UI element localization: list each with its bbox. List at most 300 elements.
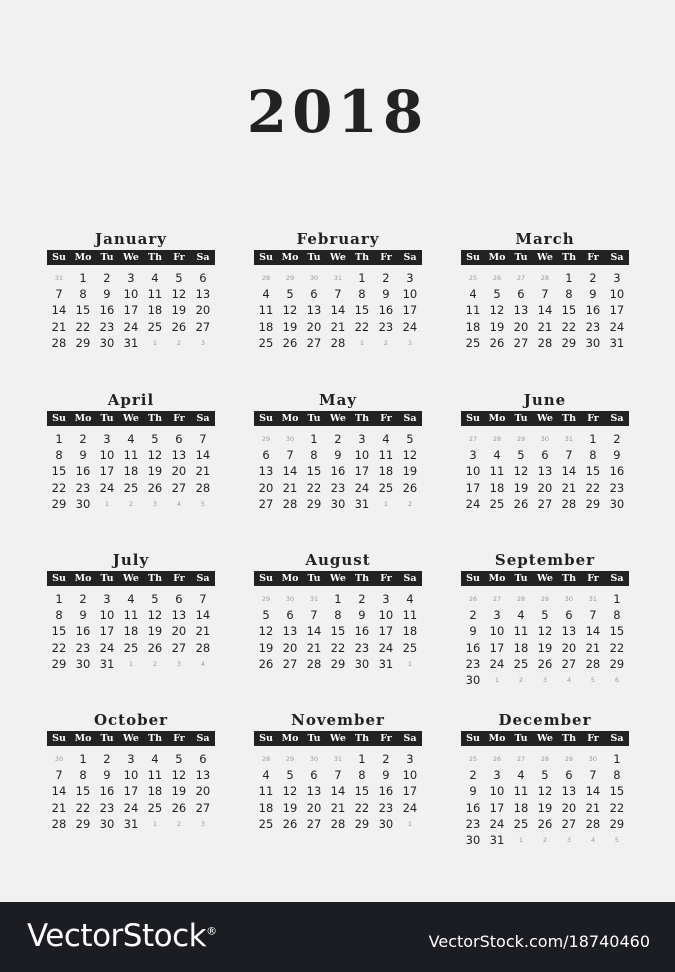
- day-cell: 19: [282, 800, 298, 815]
- day-cell: 20: [171, 464, 187, 479]
- day-cell: 24: [402, 319, 418, 334]
- day-cell: 6: [310, 287, 318, 302]
- month-name: February: [296, 230, 380, 248]
- adjacent-month-day: 31: [333, 274, 343, 282]
- day-cell: 4: [262, 768, 270, 783]
- day-cell: 1: [55, 432, 63, 446]
- day-cell: 14: [282, 464, 298, 479]
- day-cell: 11: [258, 784, 274, 799]
- day-cell: 28: [537, 335, 553, 350]
- day-cell: 9: [358, 608, 366, 623]
- day-cell: 16: [609, 464, 625, 479]
- day-cell: 8: [565, 287, 573, 302]
- day-cell: 2: [613, 432, 621, 446]
- weekday-label: Fr: [173, 252, 185, 263]
- day-cell: 9: [469, 624, 477, 639]
- adjacent-month-day: 5: [200, 499, 205, 508]
- day-cell: 6: [565, 608, 573, 623]
- day-cell: 15: [354, 303, 370, 318]
- adjacent-month-day: 1: [383, 499, 388, 508]
- day-cell: 25: [258, 335, 274, 350]
- day-cell: 1: [79, 752, 87, 766]
- weekday-label: Tu: [100, 413, 114, 424]
- adjacent-month-day: 3: [200, 338, 205, 347]
- day-cell: 12: [171, 287, 187, 302]
- day-cell: 17: [99, 624, 115, 639]
- weekday-label: Su: [52, 413, 66, 424]
- day-cell: 16: [354, 624, 370, 639]
- day-cell: 5: [151, 592, 159, 606]
- day-cell: 1: [565, 271, 573, 285]
- day-cell: 8: [55, 448, 63, 463]
- weekday-label: Fr: [587, 573, 599, 584]
- day-cell: 28: [195, 640, 211, 655]
- day-cell: 21: [51, 319, 67, 334]
- day-cell: 12: [537, 624, 553, 639]
- day-cell: 3: [406, 752, 414, 766]
- weekday-label: Tu: [100, 733, 114, 744]
- day-cell: 17: [609, 303, 625, 318]
- day-cell: 2: [469, 608, 477, 623]
- day-cell: 22: [354, 319, 370, 334]
- month-january: [47, 228, 215, 351]
- day-cell: 7: [55, 287, 63, 302]
- day-cell: 5: [262, 608, 270, 623]
- day-cell: 16: [378, 784, 394, 799]
- day-cell: 27: [195, 800, 211, 815]
- adjacent-month-day: 4: [566, 675, 571, 684]
- weekday-label: Tu: [514, 733, 528, 744]
- adjacent-month-day: 29: [261, 595, 271, 603]
- day-cell: 26: [258, 656, 274, 671]
- adjacent-month-day: 29: [261, 435, 271, 443]
- day-cell: 8: [310, 448, 318, 463]
- day-cell: 11: [513, 784, 529, 799]
- adjacent-month-day: 31: [309, 595, 319, 603]
- day-cell: 8: [613, 768, 621, 783]
- day-cell: 31: [489, 832, 505, 847]
- weekday-label: Tu: [307, 573, 321, 584]
- day-cell: 14: [585, 624, 601, 639]
- day-cell: 21: [195, 464, 211, 479]
- day-cell: 25: [513, 656, 529, 671]
- day-cell: 7: [286, 448, 294, 463]
- weekday-label: Th: [562, 573, 576, 584]
- day-cell: 27: [258, 496, 274, 511]
- day-cell: 29: [609, 816, 625, 831]
- day-cell: 4: [517, 768, 525, 783]
- day-cell: 8: [358, 768, 366, 783]
- weekday-label: Mo: [281, 252, 299, 263]
- weekday-label: Th: [562, 413, 576, 424]
- adjacent-month-day: 2: [152, 659, 157, 668]
- day-cell: 20: [195, 784, 211, 799]
- weekday-label: Tu: [100, 573, 114, 584]
- day-cell: 7: [334, 287, 342, 302]
- day-cell: 13: [195, 768, 211, 783]
- day-cell: 18: [378, 464, 394, 479]
- day-cell: 17: [465, 480, 481, 495]
- weekday-label: Th: [355, 733, 369, 744]
- weekday-header: [254, 250, 422, 265]
- month-april: [47, 389, 215, 512]
- weekday-label: We: [330, 413, 346, 424]
- day-cell: 8: [79, 287, 87, 302]
- day-cell: 2: [589, 271, 597, 285]
- day-cell: 3: [613, 271, 621, 285]
- day-cell: 10: [123, 287, 139, 302]
- day-cell: 10: [489, 784, 505, 799]
- weekday-label: Tu: [307, 413, 321, 424]
- day-cell: 4: [469, 287, 477, 302]
- weekday-label: Su: [259, 252, 273, 263]
- weekday-label: Mo: [281, 413, 299, 424]
- month-march: [461, 228, 629, 351]
- weekday-label: Mo: [74, 733, 92, 744]
- day-cell: 21: [195, 624, 211, 639]
- day-cell: 4: [151, 752, 159, 766]
- weekday-label: Su: [466, 573, 480, 584]
- weekday-label: Mo: [281, 573, 299, 584]
- day-cell: 21: [561, 480, 577, 495]
- day-cell: 10: [609, 287, 625, 302]
- day-cell: 5: [286, 287, 294, 302]
- day-cell: 26: [147, 480, 163, 495]
- day-cell: 26: [171, 800, 187, 815]
- weekday-label: Th: [148, 252, 162, 263]
- day-cell: 26: [282, 816, 298, 831]
- day-cell: 29: [585, 496, 601, 511]
- adjacent-month-day: 1: [152, 338, 157, 347]
- day-cell: 22: [306, 480, 322, 495]
- month-name: September: [494, 551, 596, 569]
- day-cell: 5: [175, 752, 183, 766]
- day-cell: 12: [147, 448, 163, 463]
- day-cell: 29: [306, 496, 322, 511]
- day-cell: 14: [195, 608, 211, 623]
- weekday-label: Mo: [281, 733, 299, 744]
- day-cell: 2: [382, 752, 390, 766]
- day-cell: 10: [123, 768, 139, 783]
- day-grid: [254, 591, 422, 672]
- day-cell: 26: [513, 496, 529, 511]
- day-cell: 1: [613, 592, 621, 606]
- adjacent-month-day: 1: [152, 819, 157, 828]
- day-cell: 5: [493, 287, 501, 302]
- day-cell: 1: [613, 752, 621, 766]
- day-cell: 27: [537, 496, 553, 511]
- adjacent-month-day: 30: [564, 595, 574, 603]
- day-cell: 21: [537, 319, 553, 334]
- weekday-label: Su: [259, 733, 273, 744]
- weekday-label: Sa: [196, 573, 210, 584]
- day-cell: 7: [589, 608, 597, 623]
- day-cell: 29: [609, 656, 625, 671]
- day-cell: 4: [127, 592, 135, 606]
- adjacent-month-day: 4: [200, 659, 205, 668]
- adjacent-month-day: 26: [468, 595, 478, 603]
- adjacent-month-day: 1: [104, 499, 110, 508]
- day-cell: 16: [75, 464, 91, 479]
- day-cell: 7: [334, 768, 342, 783]
- day-cell: 12: [258, 624, 274, 639]
- month-name: November: [291, 711, 385, 729]
- day-cell: 19: [537, 640, 553, 655]
- month-june: [461, 389, 629, 512]
- day-cell: 7: [199, 592, 207, 606]
- day-cell: 5: [406, 432, 414, 446]
- day-cell: 12: [171, 768, 187, 783]
- adjacent-month-day: 3: [407, 338, 412, 347]
- month-may: [254, 389, 422, 512]
- weekday-label: Th: [148, 413, 162, 424]
- day-cell: 17: [489, 800, 505, 815]
- day-cell: 30: [378, 816, 394, 831]
- day-cell: 15: [585, 464, 601, 479]
- day-cell: 16: [465, 800, 481, 815]
- day-cell: 25: [147, 319, 163, 334]
- weekday-label: Su: [466, 413, 480, 424]
- day-cell: 20: [306, 319, 322, 334]
- day-cell: 14: [330, 303, 346, 318]
- day-cell: 18: [258, 800, 274, 815]
- weekday-label: Sa: [403, 573, 417, 584]
- day-cell: 11: [147, 768, 163, 783]
- weekday-label: Sa: [196, 252, 210, 263]
- adjacent-month-day: 4: [176, 499, 181, 508]
- adjacent-month-day: 31: [564, 435, 574, 443]
- day-cell: 7: [199, 432, 207, 446]
- day-cell: 23: [99, 319, 115, 334]
- day-cell: 30: [75, 656, 91, 671]
- day-cell: 2: [334, 432, 342, 446]
- day-cell: 9: [79, 608, 87, 623]
- day-cell: 16: [465, 640, 481, 655]
- adjacent-month-day: 1: [494, 675, 500, 684]
- month-name: July: [112, 551, 150, 569]
- weekday-label: We: [330, 252, 346, 263]
- day-cell: 14: [585, 784, 601, 799]
- weekday-label: We: [537, 733, 553, 744]
- day-cell: 14: [330, 784, 346, 799]
- day-cell: 22: [585, 480, 601, 495]
- day-cell: 3: [382, 592, 390, 606]
- day-cell: 28: [561, 496, 577, 511]
- month-name: June: [523, 391, 567, 409]
- day-cell: 25: [465, 335, 481, 350]
- day-cell: 9: [382, 768, 390, 783]
- day-cell: 27: [171, 480, 187, 495]
- weekday-label: Tu: [514, 573, 528, 584]
- adjacent-month-day: 27: [468, 435, 478, 443]
- day-cell: 28: [330, 816, 346, 831]
- day-cell: 15: [609, 624, 625, 639]
- day-cell: 18: [147, 303, 163, 318]
- day-cell: 30: [99, 816, 115, 831]
- weekday-label: Th: [355, 573, 369, 584]
- month-july: [47, 549, 215, 672]
- day-cell: 11: [123, 448, 139, 463]
- day-cell: 11: [258, 303, 274, 318]
- day-cell: 5: [541, 768, 549, 783]
- day-cell: 25: [378, 480, 394, 495]
- day-cell: 29: [330, 656, 346, 671]
- day-cell: 23: [609, 480, 625, 495]
- day-cell: 23: [378, 319, 394, 334]
- day-cell: 30: [99, 335, 115, 350]
- day-cell: 4: [382, 432, 390, 446]
- day-cell: 18: [123, 464, 139, 479]
- day-cell: 17: [378, 624, 394, 639]
- month-name: January: [95, 230, 167, 248]
- weekday-label: We: [537, 573, 553, 584]
- day-cell: 6: [541, 448, 549, 463]
- day-cell: 16: [585, 303, 601, 318]
- day-cell: 24: [123, 319, 139, 334]
- adjacent-month-day: 27: [516, 755, 526, 763]
- adjacent-month-day: 3: [176, 659, 181, 668]
- day-cell: 24: [489, 656, 505, 671]
- adjacent-month-day: 28: [261, 755, 271, 763]
- day-cell: 23: [585, 319, 601, 334]
- weekday-label: Sa: [403, 733, 417, 744]
- day-cell: 27: [513, 335, 529, 350]
- adjacent-month-day: 2: [176, 819, 181, 828]
- day-cell: 10: [378, 608, 394, 623]
- adjacent-month-day: 31: [333, 755, 343, 763]
- weekday-label: Tu: [514, 413, 528, 424]
- adjacent-month-day: 1: [407, 819, 412, 828]
- weekday-label: We: [537, 252, 553, 263]
- adjacent-month-day: 2: [176, 338, 181, 347]
- weekday-header: [461, 731, 629, 746]
- adjacent-month-day: 1: [407, 659, 412, 668]
- day-cell: 15: [609, 784, 625, 799]
- day-cell: 17: [402, 303, 418, 318]
- day-cell: 26: [282, 335, 298, 350]
- day-cell: 24: [402, 800, 418, 815]
- day-cell: 4: [406, 592, 414, 606]
- day-cell: 3: [358, 432, 366, 446]
- weekday-label: Mo: [488, 252, 506, 263]
- day-cell: 19: [258, 640, 274, 655]
- year-title: 2018: [246, 78, 429, 146]
- weekday-label: Su: [466, 252, 480, 263]
- day-cell: 11: [402, 608, 418, 623]
- day-cell: 31: [354, 496, 370, 511]
- vectorstock-logo: [27, 918, 217, 954]
- weekday-label: We: [123, 413, 139, 424]
- weekday-header: [47, 731, 215, 746]
- day-cell: 26: [147, 640, 163, 655]
- adjacent-month-day: 30: [309, 274, 319, 282]
- watermark-footer: [0, 902, 675, 972]
- day-grid: [47, 751, 215, 832]
- weekday-label: Fr: [587, 413, 599, 424]
- day-cell: 19: [171, 784, 187, 799]
- adjacent-month-day: 1: [359, 338, 364, 347]
- day-cell: 6: [175, 592, 183, 606]
- day-cell: 25: [123, 640, 139, 655]
- day-cell: 31: [609, 335, 625, 350]
- day-cell: 15: [354, 784, 370, 799]
- day-cell: 15: [51, 624, 67, 639]
- day-cell: 23: [330, 480, 346, 495]
- weekday-label: We: [123, 252, 139, 263]
- day-cell: 20: [282, 640, 298, 655]
- day-cell: 20: [561, 800, 577, 815]
- day-cell: 30: [465, 672, 481, 687]
- adjacent-month-day: 5: [614, 835, 619, 844]
- day-cell: 16: [378, 303, 394, 318]
- weekday-label: Fr: [380, 252, 392, 263]
- day-cell: 16: [75, 624, 91, 639]
- weekday-label: Sa: [196, 733, 210, 744]
- day-cell: 14: [306, 624, 322, 639]
- day-grid: [254, 431, 422, 512]
- day-cell: 19: [282, 319, 298, 334]
- day-cell: 20: [561, 640, 577, 655]
- adjacent-month-day: 28: [540, 755, 550, 763]
- day-cell: 29: [51, 496, 67, 511]
- day-cell: 8: [358, 287, 366, 302]
- day-cell: 18: [402, 624, 418, 639]
- adjacent-month-day: 28: [492, 435, 502, 443]
- weekday-header: [47, 411, 215, 426]
- day-cell: 9: [469, 784, 477, 799]
- day-cell: 16: [99, 303, 115, 318]
- day-cell: 12: [513, 464, 529, 479]
- day-cell: 15: [306, 464, 322, 479]
- day-cell: 22: [609, 800, 625, 815]
- day-cell: 13: [282, 624, 298, 639]
- day-cell: 9: [334, 448, 342, 463]
- adjacent-month-day: 29: [564, 755, 574, 763]
- day-cell: 4: [493, 448, 501, 463]
- day-cell: 12: [282, 303, 298, 318]
- weekday-label: Mo: [74, 573, 92, 584]
- day-cell: 20: [513, 319, 529, 334]
- day-cell: 24: [99, 480, 115, 495]
- day-cell: 5: [151, 432, 159, 446]
- weekday-label: Sa: [610, 413, 624, 424]
- day-cell: 10: [354, 448, 370, 463]
- day-cell: 3: [469, 448, 477, 463]
- weekday-label: Sa: [196, 413, 210, 424]
- day-grid: [461, 270, 629, 351]
- day-cell: 28: [330, 335, 346, 350]
- day-cell: 15: [75, 303, 91, 318]
- day-cell: 3: [127, 752, 135, 766]
- day-cell: 18: [147, 784, 163, 799]
- weekday-label: Su: [466, 733, 480, 744]
- day-cell: 11: [378, 448, 394, 463]
- weekday-label: Fr: [587, 733, 599, 744]
- weekday-label: Su: [52, 733, 66, 744]
- day-cell: 25: [123, 480, 139, 495]
- day-cell: 23: [465, 816, 481, 831]
- day-cell: 5: [517, 448, 525, 463]
- day-cell: 19: [513, 480, 529, 495]
- day-cell: 16: [330, 464, 346, 479]
- day-cell: 18: [513, 800, 529, 815]
- day-grid: [47, 591, 215, 672]
- weekday-header: [47, 571, 215, 586]
- adjacent-month-day: 29: [285, 274, 295, 282]
- day-cell: 23: [354, 640, 370, 655]
- day-cell: 24: [99, 640, 115, 655]
- day-cell: 3: [127, 271, 135, 285]
